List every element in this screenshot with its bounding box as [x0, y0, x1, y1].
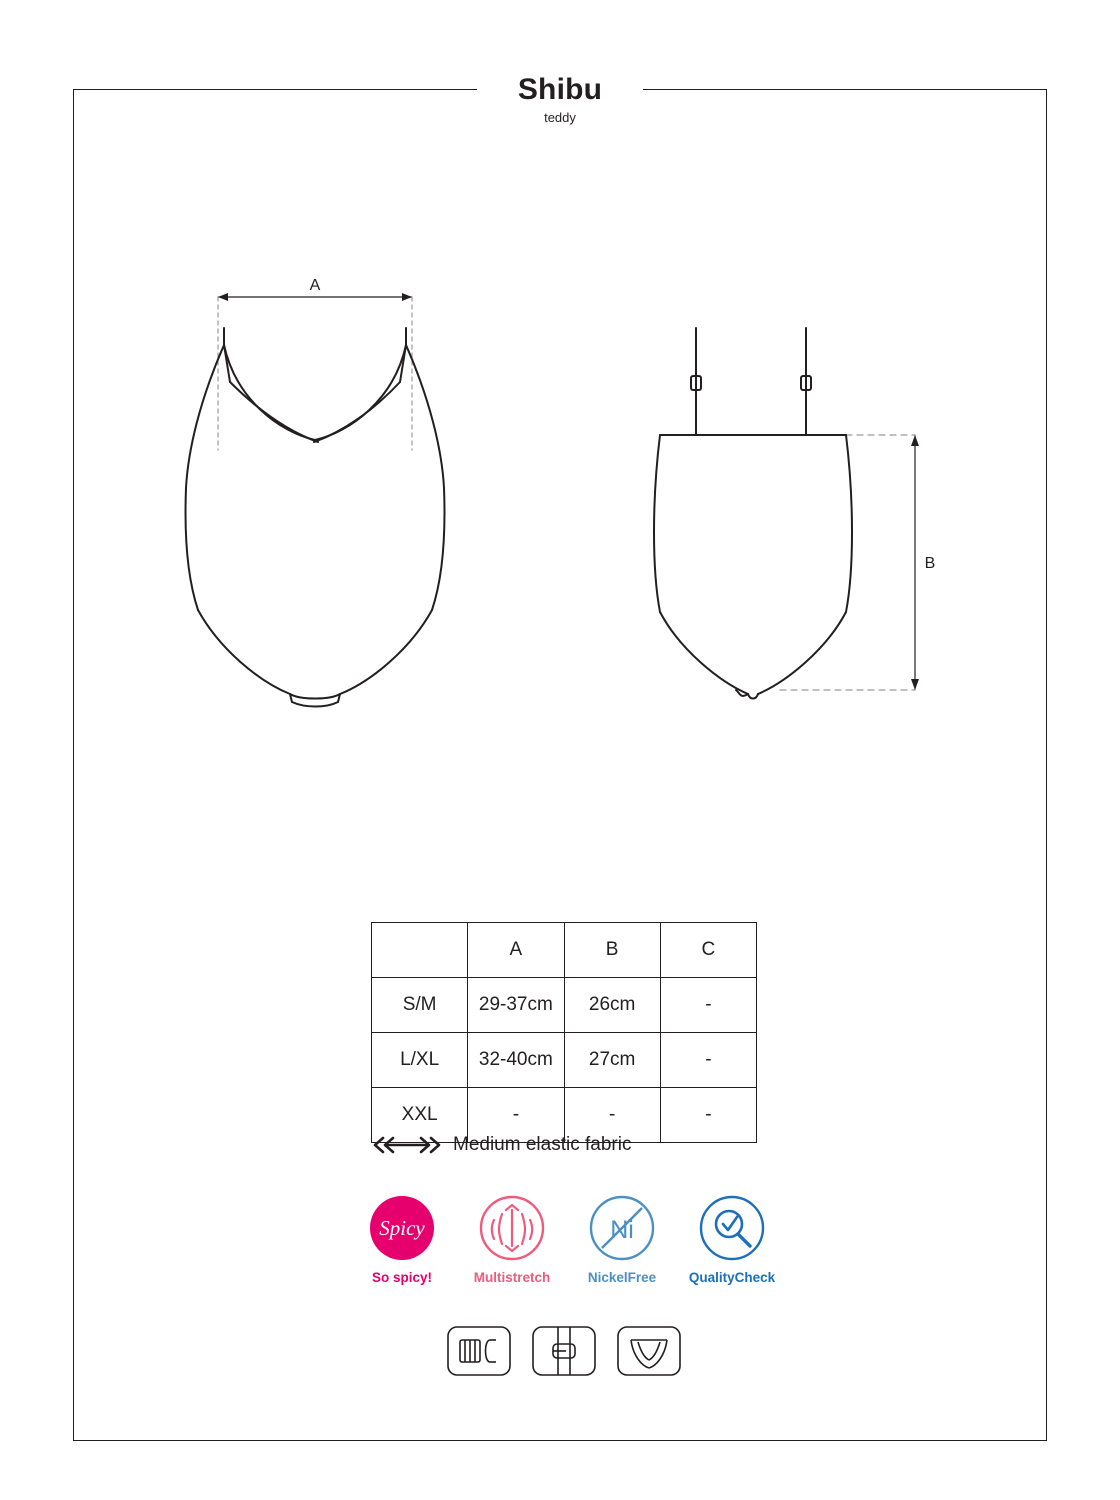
table-header-blank — [372, 923, 468, 978]
svg-text:A: A — [309, 277, 321, 294]
thong-cut-icon — [616, 1318, 682, 1389]
size-value-b: - — [564, 1088, 660, 1143]
size-value-c: - — [660, 1033, 756, 1088]
table-row — [372, 1033, 757, 1088]
elastic-fabric-note — [371, 1134, 791, 1156]
size-table-wrapper — [371, 922, 757, 1143]
size-value-b: 27cm — [564, 1033, 660, 1088]
badge-quality-check — [682, 1192, 782, 1285]
size-value-b: 26cm — [564, 978, 660, 1033]
table-row — [372, 978, 757, 1033]
nickel-free-badge-icon — [572, 1192, 672, 1264]
size-chart-table — [371, 922, 757, 1143]
badge-label-nickel-free: NickelFree — [587, 1270, 657, 1285]
badge-label-quality-check: QualityCheck — [688, 1270, 776, 1285]
badge-so-spicy — [352, 1192, 452, 1285]
svg-text:Ni: Ni — [610, 1216, 634, 1244]
size-value-a: - — [468, 1088, 564, 1143]
table-header-b: B — [564, 923, 660, 978]
size-value-a: 29-37cm — [468, 978, 564, 1033]
badge-label-so-spicy: So spicy! — [371, 1270, 433, 1285]
badge-multistretch — [462, 1192, 562, 1285]
size-label: XXL — [372, 1088, 468, 1143]
product-type: teddy — [544, 110, 576, 125]
double-arrow-icon — [371, 1135, 443, 1155]
size-label: L/XL — [372, 1033, 468, 1088]
size-value-c: - — [660, 978, 756, 1033]
svg-text:Spicy: Spicy — [379, 1216, 425, 1240]
spicy-badge-icon — [352, 1192, 452, 1264]
badge-nickel-free — [572, 1192, 672, 1285]
badge-label-multistretch: Multistretch — [473, 1270, 551, 1285]
elastic-fabric-label: Medium elastic fabric — [453, 1134, 632, 1155]
construction-detail-icons — [446, 1318, 682, 1389]
product-name: Shibu — [517, 73, 603, 106]
product-title-block — [477, 53, 643, 157]
table-header-c: C — [660, 923, 756, 978]
table-header-a: A — [468, 923, 564, 978]
size-value-c: - — [660, 1088, 756, 1143]
hook-and-eye-closure-icon — [446, 1318, 512, 1389]
multistretch-badge-icon — [462, 1192, 562, 1264]
quality-check-badge-icon — [682, 1192, 782, 1264]
table-header-row — [372, 923, 757, 978]
size-label: S/M — [372, 978, 468, 1033]
technical-drawings — [140, 250, 980, 750]
adjustable-strap-icon — [531, 1318, 597, 1389]
feature-badges — [352, 1192, 782, 1285]
size-value-a: 32-40cm — [468, 1033, 564, 1088]
svg-text:B: B — [924, 555, 936, 572]
